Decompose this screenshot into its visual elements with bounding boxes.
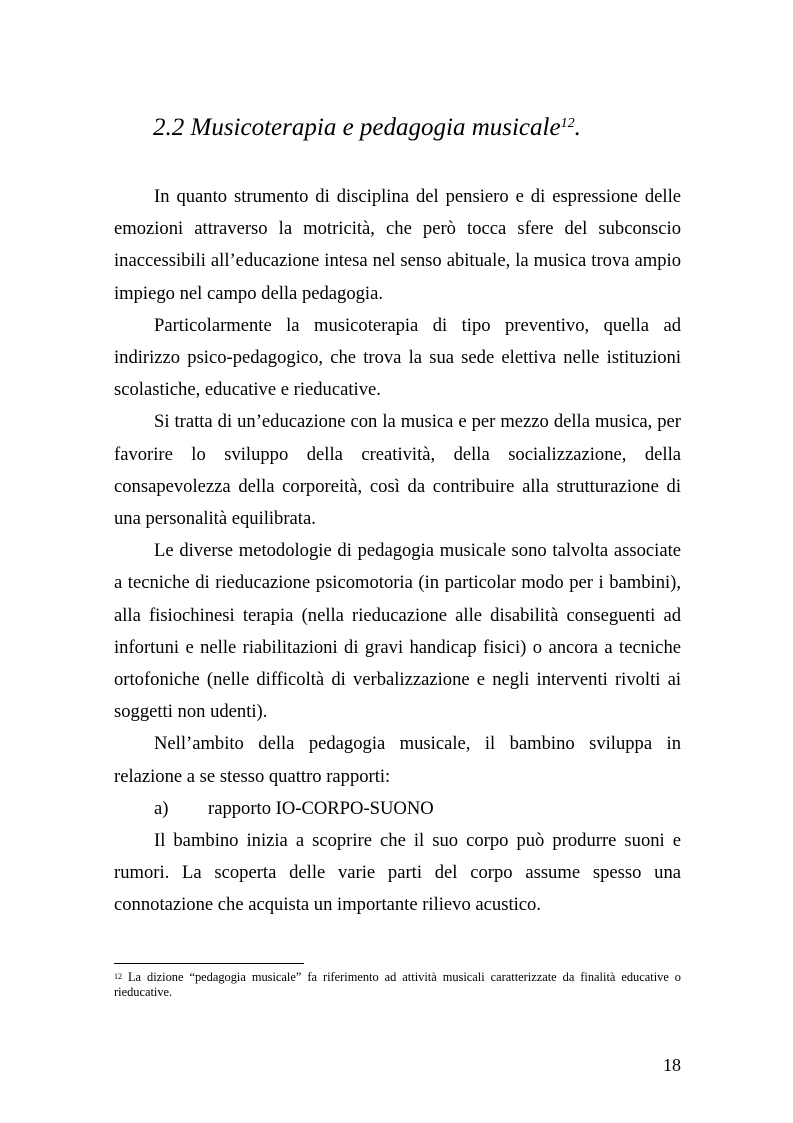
body-text [114,181,681,922]
section-heading-text: 2.2 Musicoterapia e pedagogia musicale [153,114,561,141]
section-heading [153,110,581,146]
footnote [114,970,681,1000]
paragraph: Si tratta di un’educazione con la musica e per mezzo della musica, per favorire lo sviluppo della creatività, della socializzazione, della consapevolezza della corporeità, così da contribuire alla strutturazione di una personalità equilibrata. [114,411,681,530]
footnote-number: 12 [114,972,122,981]
list-item-text: rapporto IO-CORPO-SUONO [208,797,434,819]
list-marker: a) [154,797,169,819]
paragraph: Nell’ambito della pedagogia musicale, il bambino sviluppa in relazione a se stesso quattro rapporti: [114,733,681,787]
paragraph: In quanto strumento di disciplina del pensiero e di espressione delle emozioni attraverso la motricità, che però tocca sfere del subconscio inaccessibili all’educazione intesa nel senso abituale, la musica trova ampio impiego nel campo della pedagogia. [114,186,681,304]
footnote-divider [114,963,304,964]
page-number: 18 [663,1055,681,1075]
footnote-reference[interactable]: 12 [560,116,575,131]
paragraph: Particolarmente la musicoterapia di tipo preventivo, quella ad indirizzo psico-pedagogico, che trova la sua sede elettiva nelle istituzioni scolastiche, educative e rieducative. [114,314,681,401]
paragraph: Il bambino inizia a scoprire che il suo corpo può produrre suoni e rumori. La scoperta delle varie parti del corpo assume spesso una connotazione che acquista un importante rilievo acustico. [114,830,681,916]
list-item [114,793,681,825]
section-heading-punctuation: . [574,114,581,141]
footnote-text: La dizione “pedagogia musicale” fa riferimento ad attività musicali caratterizzate da finalità educative o rieducative. [114,970,681,999]
paragraph: Le diverse metodologie di pedagogia musicale sono talvolta associate a tecniche di rieducazione psicomotoria (in particolar modo per i bambini), alla fisiochinesi terapia (nella rieducazione alle disabilità conseguenti ad infortuni e nelle riabilitazioni di gravi handicap fisici) o ancora a tecniche ortofoniche (nelle difficoltà di verbalizzazione e negli interventi rivolti ai soggetti non udenti). [114,540,681,723]
